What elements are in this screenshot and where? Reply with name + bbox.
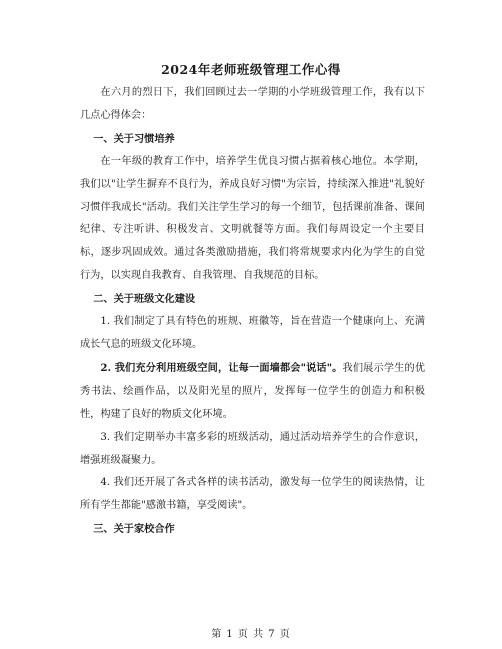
- document-body: [80, 82, 425, 541]
- culture-item-3: 3. 我们定期举办丰富多彩的班级活动，通过活动培养学生的合作意识，增强班级凝聚力。: [80, 431, 425, 466]
- page-number-footer: 第 1 页 共 7 页: [211, 629, 291, 640]
- section-body-habits: 在一年级的教育工作中，培养学生优良习惯占据着核心地位。本学期，我们以"让学生摒弃不良行为，养成良好习惯"为宗旨，持续深入推进"礼貌好习惯伴我成长"活动。我们关注学生学习的每一个细节，包括课前准备、课间纪律、专注听讲、积极发言、文明就餐等方面。我们每周设定一个主要目标，逐步巩固成效。通过各类激励措施，我们将常规要求内化为学生的自觉行为，以实现自我教育、自我管理、自我规范的目标。: [80, 155, 425, 282]
- section-heading-habits: 一、关于习惯培养: [93, 132, 175, 145]
- intro-paragraph: 在六月的烈日下，我们回顾过去一学期的小学班级管理工作，我有以下几点心得体会：: [80, 87, 425, 121]
- culture-item-4: 4. 我们还开展了各式各样的读书活动，激发每一位学生的阅读热情，让所有学生都能"感激书籍，享受阅读"。: [80, 477, 425, 512]
- culture-item-1: 1. 我们制定了具有特色的班规、班徽等，旨在营造一个健康向上、充满成长气息的班级文化环境。: [80, 316, 425, 350]
- document-title: 2024年老师班级管理工作心得: [161, 62, 341, 77]
- section-heading-class-culture: 二、关于班级文化建设: [93, 293, 196, 306]
- section-heading-home-school: 三、关于家校合作: [93, 523, 175, 536]
- culture-item-2: [80, 357, 425, 427]
- culture-item-2-text: 我们展示学生的优秀书法、绘画作品，以及阳光星的照片，发挥每一位学生的创造力和积极性，构建了良好的物质文化环境。: [80, 362, 426, 420]
- culture-item-2-lead: 2. 我们充分利用班级空间，让每一面墙都会"说话"。: [100, 361, 343, 374]
